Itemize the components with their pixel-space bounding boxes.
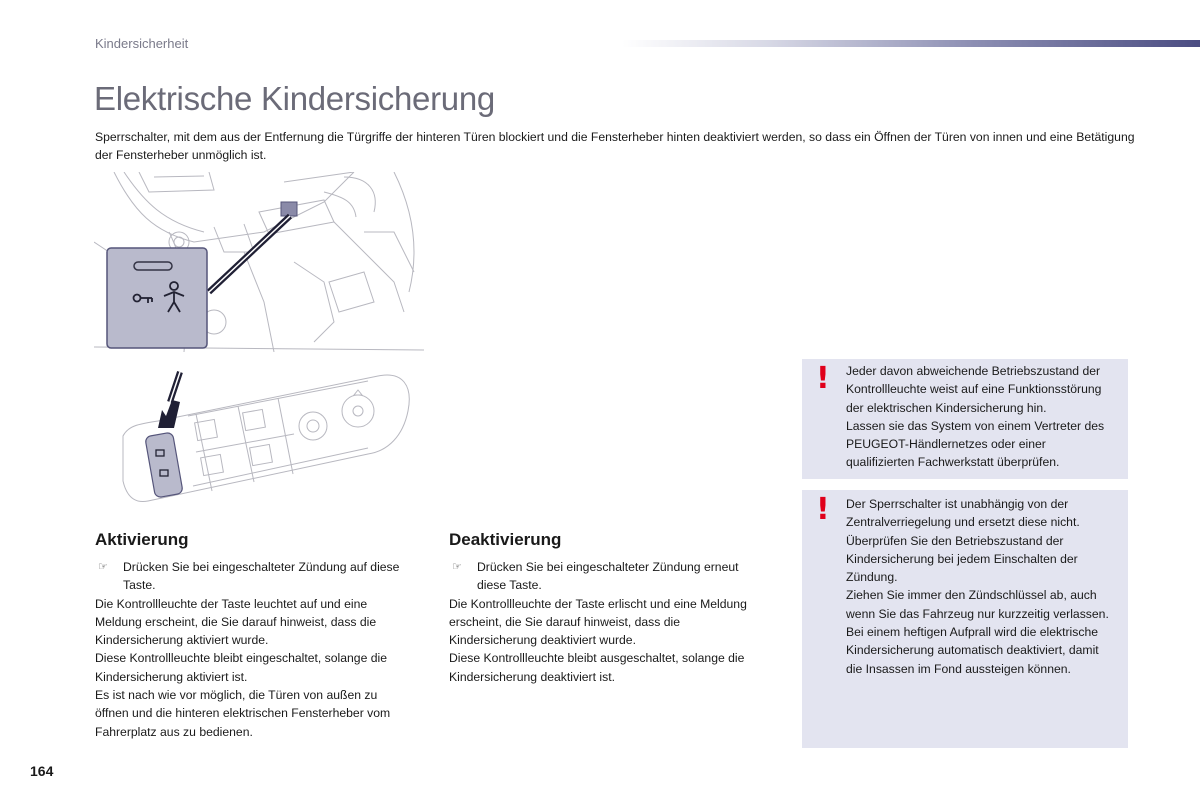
dashboard-switch-illustration	[94, 172, 424, 352]
warning-paragraph: Der Sperrschalter ist unabhängig von der Zentralverriegelung und ersetzt diese nicht. Überprüfen Sie den Betriebszustand der Kindersicherung bei jedem Einschalten der Zündung.	[846, 497, 1080, 585]
deactivation-bullet-text: Drücken Sie bei eingeschalteter Zündung erneut diese Taste.	[477, 560, 739, 593]
warning-paragraph: Bei einem heftigen Aufprall wird die elektrische Kindersicherung automatisch deaktiviert, damit die Insassen im Fond aussteigen können.	[846, 625, 1099, 676]
warning-exclamation-icon: !	[816, 492, 830, 527]
page-title: Elektrische Kindersicherung	[94, 80, 495, 117]
warning-text	[846, 362, 1116, 472]
header-gradient-bar	[622, 40, 1200, 47]
pointing-hand-icon: ☞	[98, 561, 108, 573]
deactivation-bullet	[449, 558, 771, 595]
activation-section	[95, 530, 410, 741]
pointing-hand-icon: ☞	[452, 561, 462, 573]
page-number: 164	[30, 763, 54, 779]
arrow-down-icon	[158, 400, 180, 428]
warning-exclamation-icon: !	[816, 361, 830, 396]
section-label: Kindersicherheit	[95, 36, 189, 51]
deactivation-paragraph: Diese Kontrollleuchte bleibt ausgeschaltet, solange die Kindersicherung deaktiviert ist.	[449, 651, 745, 684]
deactivation-body	[449, 558, 771, 686]
activation-title: Aktivierung	[95, 530, 189, 549]
activation-paragraph: Es ist nach wie vor möglich, die Türen von außen zu öffnen und die hinteren elektrischen Fensterheber vom Fahrerplatz aus zu bedienen.	[95, 688, 391, 739]
intro-paragraph: Sperrschalter, mit dem aus der Entfernung die Türgriffe der hinteren Türen blockiert und die Fensterheber hinten deaktiviert werden, so dass ein Öffnen der Türen von innen und eine Betätigung der Fensterheber unmöglich ist.	[95, 130, 1135, 162]
deactivation-title: Deaktivierung	[449, 530, 562, 549]
activation-bullet-text: Drücken Sie bei eingeschalteter Zündung auf diese Taste.	[123, 560, 400, 593]
deactivation-section	[449, 530, 771, 686]
warning-text	[846, 495, 1116, 678]
warning-paragraph: Lassen sie das System von einem Vertreter des PEUGEOT-Händlernetzes oder einer qualifizierten Fachwerkstatt überprüfen.	[846, 418, 1105, 470]
activation-body	[95, 558, 410, 741]
activation-paragraph: Diese Kontrollleuchte bleibt eingeschaltet, solange die Kindersicherung aktiviert ist.	[95, 651, 388, 684]
deactivation-paragraph: Die Kontrollleuchte der Taste erlischt und eine Meldung erscheint, die Sie darauf hinweist, dass die Kindersicherung deaktiviert wurde.	[449, 596, 747, 648]
warning-box	[802, 359, 1128, 479]
activation-bullet	[95, 558, 410, 595]
door-window-switch-panel-illustration	[118, 366, 418, 516]
activation-paragraph: Die Kontrollleuchte der Taste leuchtet auf und eine Meldung erscheint, die Sie darauf hinweist, dass die Kindersicherung aktiviert wurde.	[95, 596, 377, 648]
warning-paragraph: Jeder davon abweichende Betriebszustand der Kontrollleuchte weist auf eine Funktionsstörung der elektrischen Kindersicherung hin.	[846, 364, 1102, 415]
warning-box	[802, 490, 1128, 748]
warning-paragraph: Ziehen Sie immer den Zündschlüssel ab, auch wenn Sie das Fahrzeug nur kurzzeitig verlassen.	[846, 588, 1109, 621]
